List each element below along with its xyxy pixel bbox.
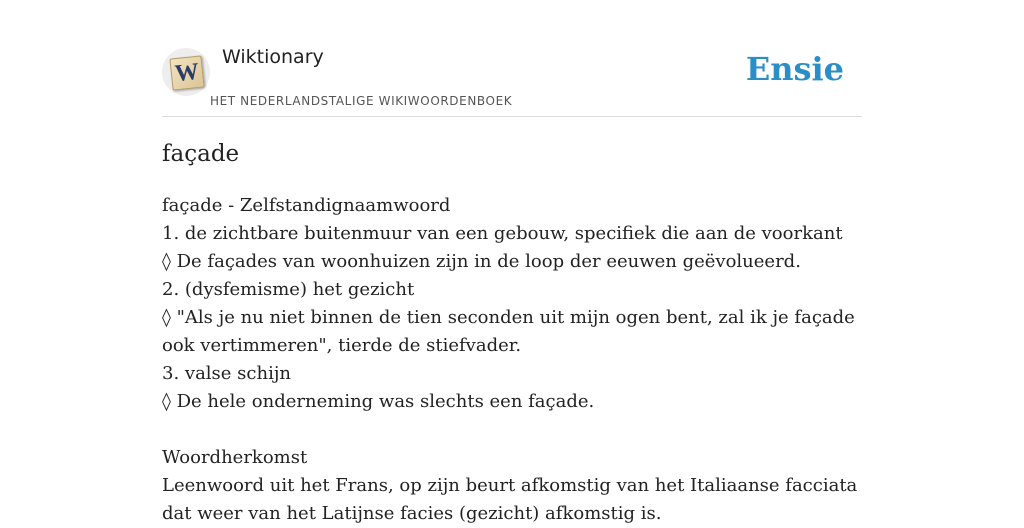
site-header bbox=[162, 40, 862, 117]
sense-2: 2. (dysfemisme) het gezicht bbox=[162, 279, 415, 300]
sense-3: 3. valse schijn bbox=[162, 363, 292, 384]
logo-tile: W bbox=[169, 55, 204, 90]
sense-1: 1. de zichtbare buitenmuur van een gebouw, specifiek die aan de voorkant bbox=[162, 223, 843, 244]
etymology-heading: Woordherkomst bbox=[162, 447, 308, 468]
ensie-logo[interactable]: Ensie bbox=[745, 50, 844, 88]
etymology-text: Leenwoord uit het Frans, op zijn beurt afkomstig van het Italiaanse facciata dat weer van het Latijnse facies (gezicht) afkomstig is. bbox=[162, 475, 858, 524]
dictionary-entry bbox=[162, 192, 862, 528]
main-content bbox=[162, 136, 862, 528]
definition-heading: façade - Zelfstandignaamwoord bbox=[162, 195, 451, 216]
spacer bbox=[162, 416, 862, 444]
wiktionary-logo-icon[interactable] bbox=[162, 48, 210, 96]
example-2: ◊ "Als je nu niet binnen de tien seconden uit mijn ogen bent, zal ik je façade ook vertimmeren", tierde de stiefvader. bbox=[162, 307, 855, 356]
page-title: façade bbox=[162, 141, 240, 167]
example-3: ◊ De hele onderneming was slechts een façade. bbox=[162, 391, 595, 412]
example-1: ◊ De façades van woonhuizen zijn in de loop der eeuwen geëvolueerd. bbox=[162, 251, 801, 272]
site-name[interactable]: Wiktionary bbox=[222, 46, 324, 68]
site-tagline: HET NEDERLANDSTALIGE WIKIWOORDENBOEK bbox=[210, 94, 513, 108]
